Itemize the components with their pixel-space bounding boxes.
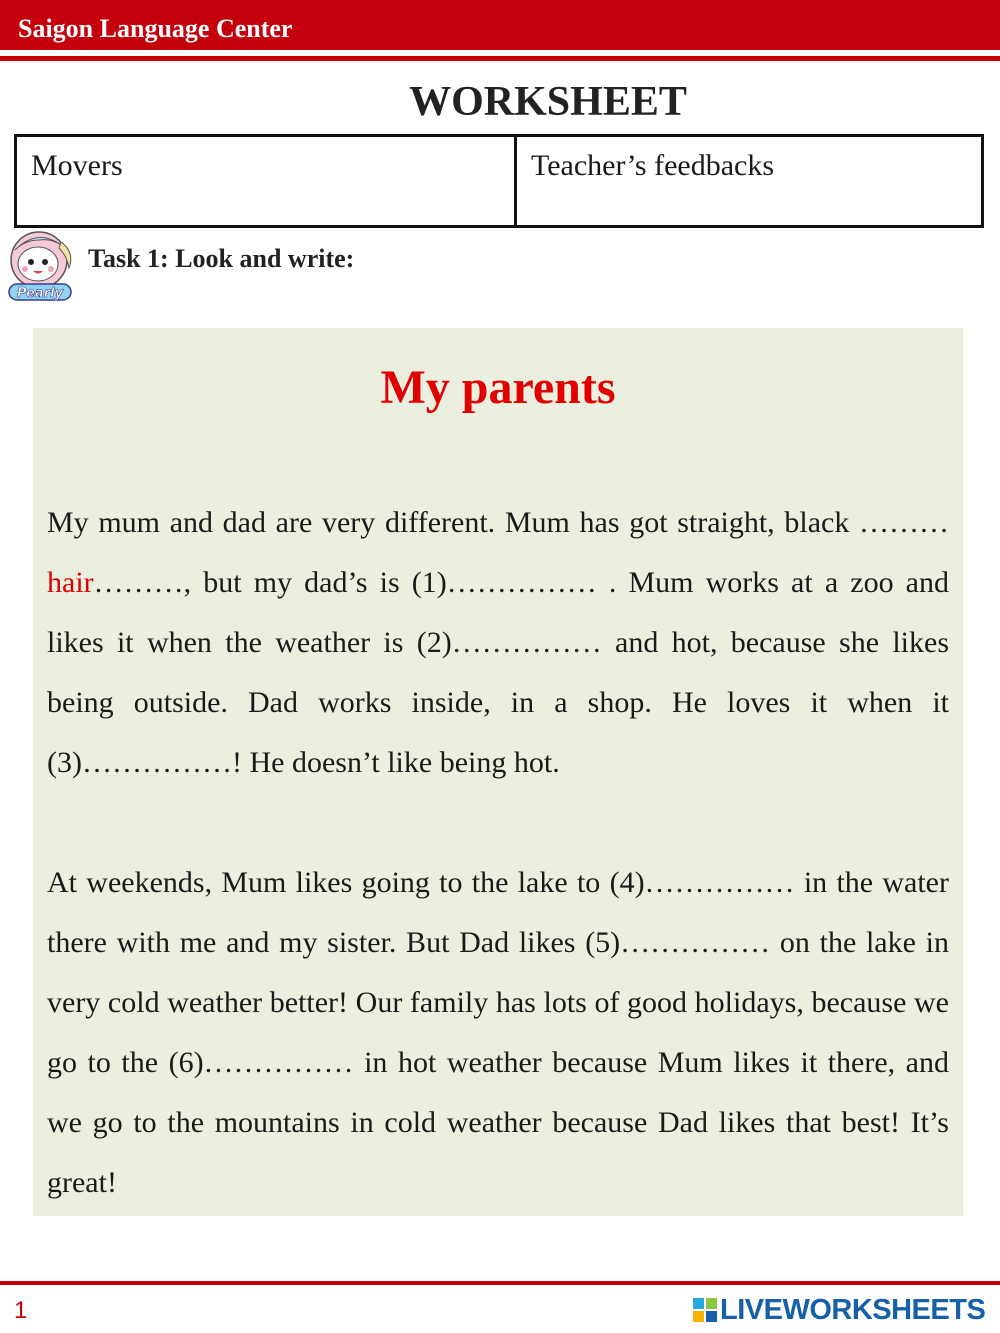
feedback-cell[interactable]	[517, 137, 981, 225]
passage-paragraph-1	[47, 493, 949, 793]
page-number: 1	[14, 1297, 28, 1324]
example-answer: hair	[47, 566, 94, 599]
level-label: Movers	[31, 149, 123, 182]
passage-paragraph-2: At weekends, Mum likes going to the lake to (4)…………… in the water there with me and my sister. But Dad likes (5)…………… on the lake in very cold weather better! Our family has lots of good holidays, because we go to the (6)…………… in hot weather because Mum likes it there, and we go to the mountains in cold weather because Dad likes that best! It’s great!	[47, 866, 949, 1199]
worksheet-title: WORKSHEET	[409, 79, 687, 125]
liveworksheets-wordmark: LIVEWORKSHEETS	[720, 1294, 986, 1326]
pearly-mascot-icon	[3, 228, 79, 302]
footer-divider	[0, 1281, 1000, 1285]
liveworksheets-icon	[692, 1297, 718, 1323]
liveworksheets-logo[interactable]	[692, 1294, 985, 1326]
paragraph-text: My mum and dad are very different. Mum has got straight, black ………	[47, 506, 949, 539]
header-divider	[0, 56, 1000, 61]
paragraph-text: ………, but my dad’s is (1)…………… . Mum works at a zoo and likes it when the weather is (2)…………… and hot, because she likes being outside. Dad works inside, in a shop. He loves it when it (3)……………! He doesn’t like being hot.	[47, 566, 949, 779]
task-instruction: Task 1: Look and write:	[88, 244, 355, 273]
passage-title: My parents	[380, 361, 616, 414]
header-title: Saigon Language Center	[18, 14, 293, 43]
header-bar	[0, 0, 1000, 50]
info-table	[14, 134, 984, 228]
feedback-label: Teacher’s feedbacks	[531, 149, 775, 182]
level-cell	[17, 137, 517, 225]
svg-text:Pearly: Pearly	[16, 286, 64, 301]
